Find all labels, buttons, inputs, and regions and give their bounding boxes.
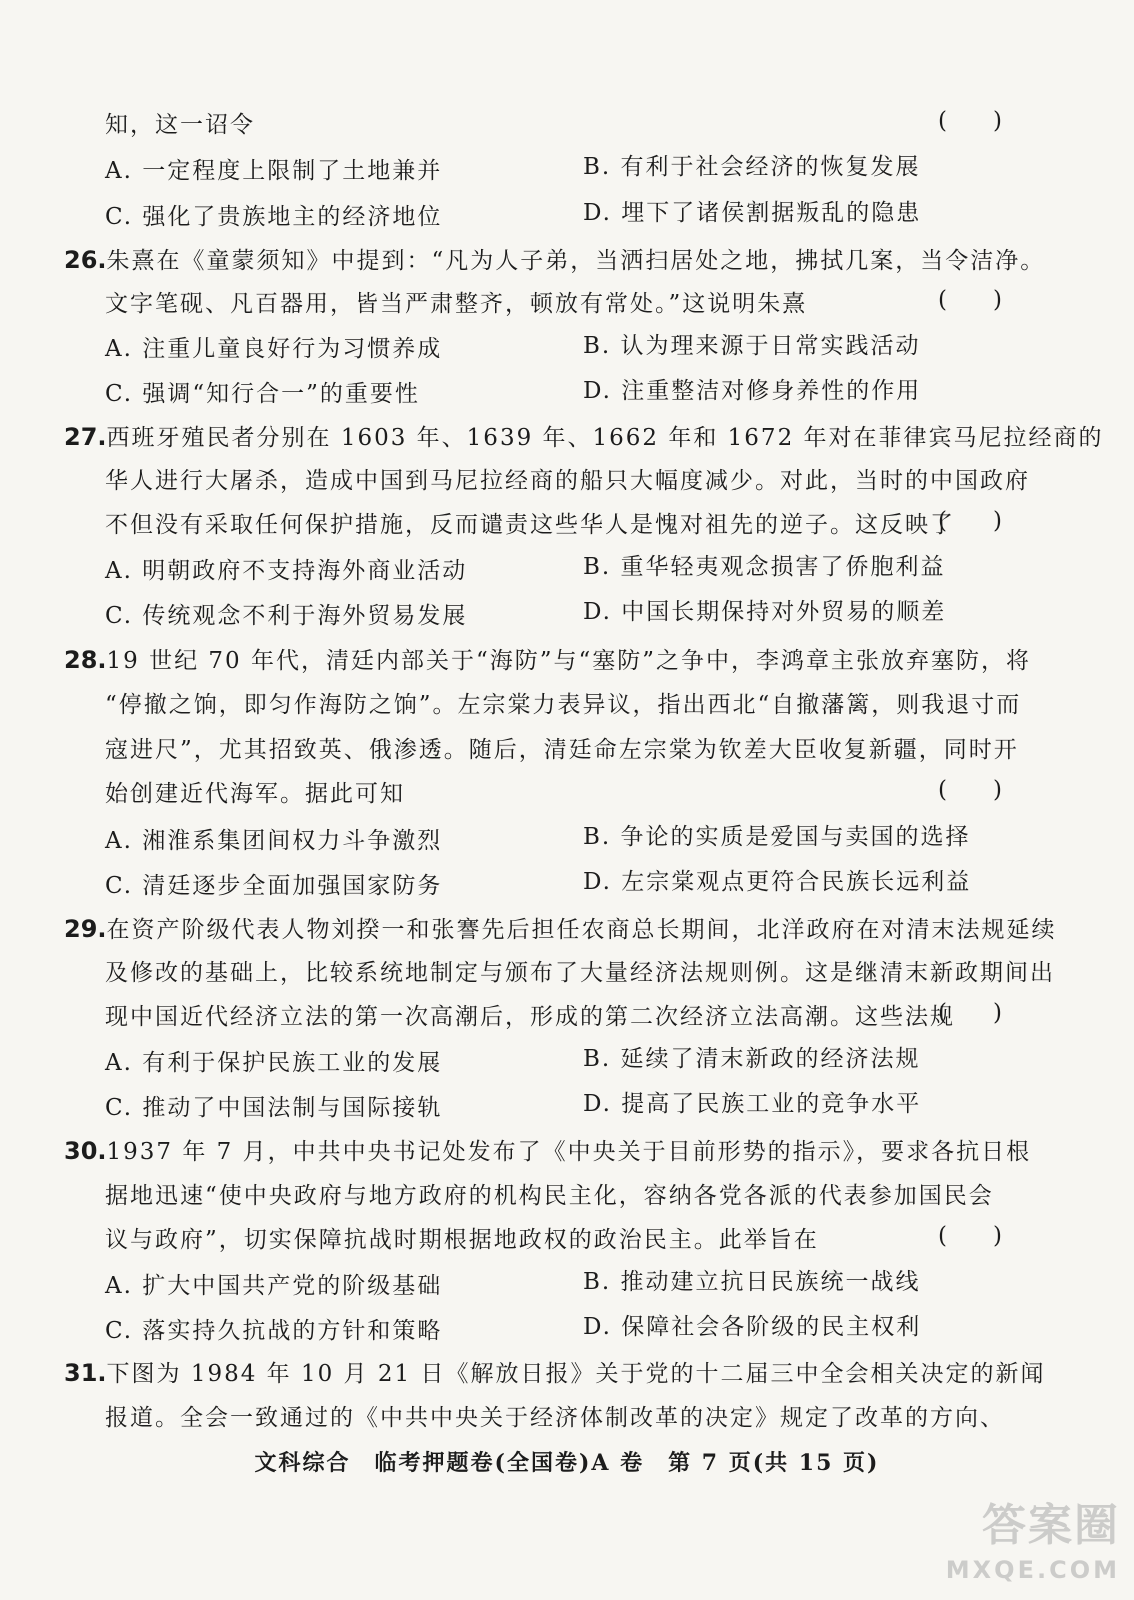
q28-number: 28. [64,646,107,674]
q30-number: 30. [64,1137,107,1165]
q28-option-b: B. 争论的实质是爱国与卖国的选择 [583,824,971,850]
q27-option-d: D. 中国长期保持对外贸易的顺差 [583,599,947,625]
q28-option-a: A. 湘淮系集团间权力斗争激烈 [105,828,443,854]
q28-option-d: D. 左宗棠观点更符合民族长远利益 [583,869,972,895]
watermark-url: MXQE.COM [945,1556,1120,1584]
q27-option-c: C. 传统观念不利于海外贸易发展 [105,603,468,629]
q29-stem-line-2: 及修改的基础上，比较系统地制定与颁布了大量经济法规则例。这是继清末新政期间出 [105,960,1055,986]
q28-stem-line-3: 寇进尺”，尤其招致英、俄渗透。随后，清廷命左宗棠为钦差大臣收复新疆，同时开 [105,737,1019,763]
q29-option-a: A. 有利于保护民族工业的发展 [105,1050,443,1076]
q27-stem-line-2: 华人进行大屠杀，造成中国到马尼拉经商的船只大幅度减少。对此，当时的中国政府 [105,468,1030,494]
q30-stem-line-1: 30.1937 年 7 月，中共中央书记处发布了《中央关于目前形势的指示》，要求各抗日根 [64,1137,1032,1165]
q25-option-b: B. 有利于社会经济的恢复发展 [583,154,921,180]
q30-answer-paren: ( ) [938,1223,1002,1249]
q28-stem-line-2: “停撤之饷，即匀作海防之饷”。左宗棠力表异议，指出西北“自撤藩篱，则我退寸而 [105,692,1022,718]
q29-option-c: C. 推动了中国法制与国际接轨 [105,1095,443,1121]
q28-option-c: C. 清廷逐步全面加强国家防务 [105,873,443,899]
q30-option-d: D. 保障社会各阶级的民主权利 [583,1314,922,1340]
q26-stem-line-2: 文字笔砚、凡百器用，皆当严肃整齐，顿放有常处。”这说明朱熹 [105,291,808,317]
q25-option-c: C. 强化了贵族地主的经济地位 [105,204,443,230]
q27-stem-line-3: 不但没有采取任何保护措施，反而谴责这些华人是愧对祖先的逆子。这反映了 [105,512,955,538]
q28-stem-line-4: 始创建近代海军。据此可知 [105,781,405,807]
q25-option-d: D. 埋下了诸侯割据叛乱的隐患 [583,200,922,226]
q30-option-c: C. 落实持久抗战的方针和策略 [105,1318,443,1344]
q29-stem-line-3: 现中国近代经济立法的第一次高潮后，形成的第二次经济立法高潮。这些法规 [105,1004,955,1030]
q30-stem-line-2: 据地迅速“使中央政府与地方政府的机构民主化，容纳各党各派的代表参加国民会 [105,1183,994,1209]
q30-option-a: A. 扩大中国共产党的阶级基础 [105,1273,443,1299]
q26-option-d: D. 注重整洁对修身养性的作用 [583,378,922,404]
q30-option-b: B. 推动建立抗日民族统一战线 [583,1269,921,1295]
q25-answer-paren: ( ) [938,108,1002,134]
watermark-logo [880,1500,1120,1596]
q25-stem-tail: 知，这一诏令 [105,112,255,138]
q27-option-b: B. 重华轻夷观念损害了侨胞利益 [583,554,946,580]
q28-answer-paren: ( ) [938,777,1002,803]
q27-number: 27. [64,423,107,451]
page-footer: 文科综合 临考押题卷(全国卷)A 卷 第 7 页(共 15 页) [254,1450,880,1476]
q25-option-a: A. 一定程度上限制了土地兼并 [105,158,443,184]
q26-number: 26. [64,246,107,274]
q26-option-b: B. 认为理来源于日常实践活动 [583,333,921,359]
q29-option-d: D. 提高了民族工业的竞争水平 [583,1091,922,1117]
q28-stem-line-1: 28.19 世纪 70 年代，清廷内部关于“海防”与“塞防”之争中，李鸿章主张放弃塞防，将 [64,646,1032,674]
q26-option-c: C. 强调“知行合一”的重要性 [105,381,420,407]
q30-stem-line-3: 议与政府”，切实保障抗战时期根据地政权的政治民主。此举旨在 [105,1227,819,1253]
q31-stem-line-1: 31.下图为 1984 年 10 月 21 日《解放日报》关于党的十二届三中全会相关决定的新闻 [64,1359,1046,1387]
q29-number: 29. [64,915,107,943]
q26-answer-paren: ( ) [938,287,1002,313]
q27-answer-paren: ( ) [938,508,1002,534]
q31-number: 31. [64,1359,107,1387]
q29-option-b: B. 延续了清末新政的经济法规 [583,1046,921,1072]
q29-answer-paren: ( ) [938,1000,1002,1026]
q31-stem-line-2: 报道。全会一致通过的《中共中央关于经济体制改革的决定》规定了改革的方向、 [105,1405,1005,1431]
q27-option-a: A. 明朝政府不支持海外商业活动 [105,558,468,584]
q27-stem-line-1: 27.西班牙殖民者分别在 1603 年、1639 年、1662 年和 1672 年对在菲律宾马尼拉经商的 [64,423,1104,451]
watermark-text: 答案圈 [982,1500,1120,1551]
q26-stem-line-1: 26.朱熹在《童蒙须知》中提到：“凡为人子弟，当洒扫居处之地，拂拭几案，当令洁净。 [64,246,1046,274]
q26-option-a: A. 注重儿童良好行为习惯养成 [105,336,443,362]
q29-stem-line-1: 29.在资产阶级代表人物刘揆一和张謇先后担任农商总长期间，北洋政府在对清末法规延续 [64,915,1057,943]
